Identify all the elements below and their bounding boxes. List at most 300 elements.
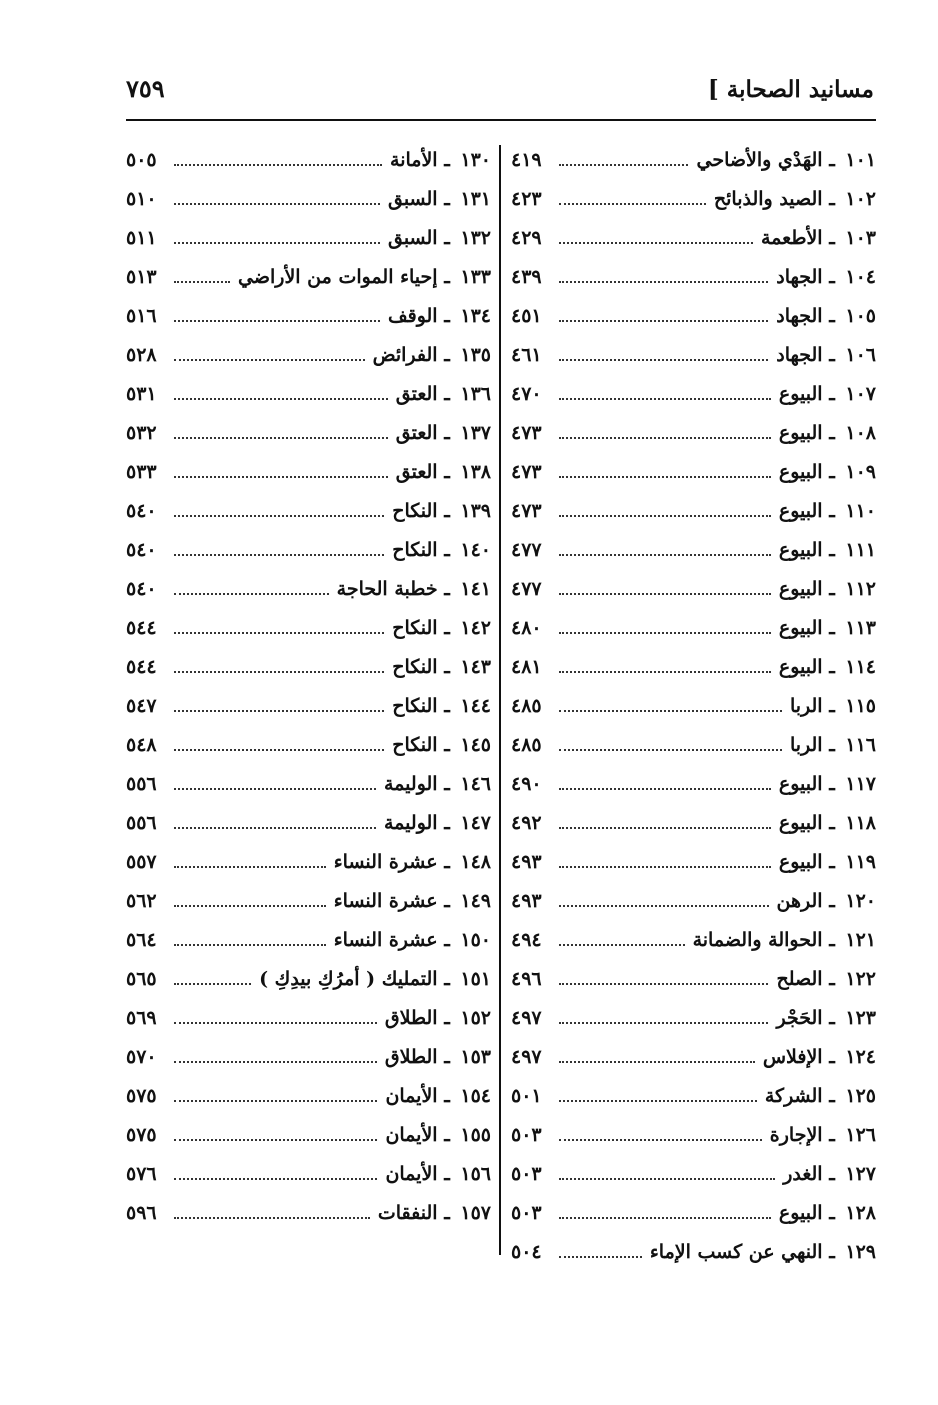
entry-page: ٥٠١ xyxy=(511,1084,542,1107)
entry-label xyxy=(385,1007,491,1029)
entry-number: ١٢٦ xyxy=(845,1123,876,1146)
entry-label xyxy=(385,1085,491,1107)
entry-page: ٥٠٣ xyxy=(511,1201,542,1224)
entry-page: ٤٧٧ xyxy=(511,577,542,600)
entry-title: النكاح xyxy=(392,499,438,522)
entry-number: ١٢٧ xyxy=(845,1162,876,1185)
entry-label xyxy=(779,773,876,795)
entry-number: ١٢١ xyxy=(845,928,876,951)
toc-entry xyxy=(511,725,876,764)
entry-label xyxy=(779,422,876,444)
entry-dash: ـ xyxy=(822,304,842,327)
toc-entry xyxy=(511,608,876,647)
toc-entry xyxy=(126,686,491,725)
entry-number: ١٤٥ xyxy=(460,733,491,756)
dot-leader xyxy=(174,905,326,907)
entry-dash: ـ xyxy=(822,1123,842,1146)
toc-entry xyxy=(126,764,491,803)
entry-title: النكاح xyxy=(392,655,438,678)
entry-title: الوليمة xyxy=(384,811,438,834)
entry-label xyxy=(790,734,876,756)
toc-entry xyxy=(126,803,491,842)
entry-title: الأيمان xyxy=(385,1123,438,1146)
entry-page: ٤٧٠ xyxy=(511,382,542,405)
entry-page: ٤٨٥ xyxy=(511,694,542,717)
entry-dash: ـ xyxy=(437,1045,457,1068)
entry-label xyxy=(392,539,491,561)
entry-label xyxy=(388,188,491,210)
entry-number: ١٤٩ xyxy=(460,889,491,912)
entry-number: ١١٧ xyxy=(845,772,876,795)
toc-entry xyxy=(126,413,491,452)
entry-dash: ـ xyxy=(437,889,457,912)
toc-entry xyxy=(126,569,491,608)
entry-dash: ـ xyxy=(822,265,842,288)
entry-label xyxy=(392,695,491,717)
toc-entry xyxy=(511,764,876,803)
entry-dash: ـ xyxy=(822,343,842,366)
entry-title: الصلح xyxy=(776,967,823,990)
entry-title: الطلاق xyxy=(384,1045,438,1068)
entry-dash: ـ xyxy=(437,811,457,834)
entry-number: ١٣١ xyxy=(460,187,491,210)
dot-leader xyxy=(174,710,384,712)
entry-number: ١١٩ xyxy=(845,850,876,873)
dot-leader xyxy=(559,359,768,361)
entry-label xyxy=(770,1124,876,1146)
entry-dash: ـ xyxy=(822,967,842,990)
entry-label xyxy=(373,344,491,366)
entry-page: ٥٣٢ xyxy=(126,421,157,444)
entry-label xyxy=(390,149,491,171)
entry-title: الإفلاس xyxy=(762,1045,823,1068)
entry-title: النهي عن كسب الإماء xyxy=(649,1240,823,1263)
entry-title: الفرائض xyxy=(372,343,438,366)
entry-page: ٥٧٥ xyxy=(126,1123,157,1146)
entry-number: ١١٢ xyxy=(845,577,876,600)
entry-number: ١١٨ xyxy=(845,811,876,834)
entry-label xyxy=(779,461,876,483)
entry-dash: ـ xyxy=(437,343,457,366)
toc-entry xyxy=(511,1076,876,1115)
entry-title: عشرة النساء xyxy=(333,850,438,873)
entry-title: البيوع xyxy=(778,655,823,678)
toc-entry xyxy=(511,1193,876,1232)
toc-entry xyxy=(511,140,876,179)
page-header xyxy=(126,70,874,116)
entry-title: الأطعمة xyxy=(761,226,823,249)
entry-page: ٥١١ xyxy=(126,226,157,249)
entry-page: ٥٠٣ xyxy=(511,1123,542,1146)
dot-leader xyxy=(174,632,384,634)
entry-page: ٥٤٠ xyxy=(126,577,157,600)
entry-page: ٥٢٨ xyxy=(126,343,157,366)
entry-page: ٤٩٣ xyxy=(511,850,542,873)
entry-label xyxy=(384,812,491,834)
entry-page: ٤٢٣ xyxy=(511,187,542,210)
entry-number: ١٥٦ xyxy=(460,1162,491,1185)
entry-number: ١٤٢ xyxy=(460,616,491,639)
dot-leader xyxy=(559,827,771,829)
entry-dash: ـ xyxy=(822,1240,842,1263)
toc-entry xyxy=(511,1037,876,1076)
entry-label xyxy=(696,149,876,171)
entry-page: ٥٣١ xyxy=(126,382,157,405)
entry-title: خطبة الحاجة xyxy=(336,577,438,600)
entry-number: ١١٣ xyxy=(845,616,876,639)
dot-leader xyxy=(174,671,384,673)
dot-leader xyxy=(559,1256,642,1258)
entry-number: ١٣٣ xyxy=(460,265,491,288)
toc-entry xyxy=(511,413,876,452)
dot-leader xyxy=(559,1178,775,1180)
dot-leader xyxy=(174,1217,370,1219)
entry-dash: ـ xyxy=(822,811,842,834)
dot-leader xyxy=(174,1139,377,1141)
entry-label xyxy=(334,851,491,873)
toc-entry xyxy=(511,1232,876,1271)
entry-number: ١٠٢ xyxy=(845,187,876,210)
dot-leader xyxy=(174,788,376,790)
entry-page: ٥٩٦ xyxy=(126,1201,157,1224)
dot-leader xyxy=(559,710,782,712)
entry-dash: ـ xyxy=(437,1201,457,1224)
entry-label xyxy=(779,383,876,405)
entry-title: البيوع xyxy=(778,460,823,483)
toc-entry xyxy=(511,179,876,218)
dot-leader xyxy=(174,281,230,283)
dot-leader xyxy=(559,905,769,907)
toc-entry xyxy=(126,1037,491,1076)
entry-page: ٤٢٩ xyxy=(511,226,542,249)
entry-page: ٤٩٣ xyxy=(511,889,542,912)
entry-title: الشركة xyxy=(764,1084,823,1107)
entry-title: الأيمان xyxy=(385,1162,438,1185)
entry-title: الطلاق xyxy=(384,1006,438,1029)
entry-number: ١٣٠ xyxy=(460,148,491,171)
entry-number: ١٠٦ xyxy=(845,343,876,366)
entry-dash: ـ xyxy=(822,889,842,912)
entry-label xyxy=(783,1163,876,1185)
entry-page: ٥٦٢ xyxy=(126,889,157,912)
dot-leader xyxy=(174,320,380,322)
dot-leader xyxy=(559,632,771,634)
entry-dash: ـ xyxy=(822,499,842,522)
entry-dash: ـ xyxy=(822,772,842,795)
entry-label xyxy=(779,851,876,873)
dot-leader xyxy=(174,554,384,556)
entry-page: ٥٤٤ xyxy=(126,655,157,678)
entry-label xyxy=(763,1046,876,1068)
entry-number: ١٢٠ xyxy=(845,889,876,912)
entry-dash: ـ xyxy=(822,148,842,171)
entry-label xyxy=(396,383,491,405)
entry-page: ٥٥٧ xyxy=(126,850,157,873)
entry-title: التمليك ( أمرُكِ بيدِكِ ) xyxy=(259,967,438,990)
entry-page: ٥٤٠ xyxy=(126,538,157,561)
toc-entry xyxy=(126,842,491,881)
entry-dash: ـ xyxy=(822,1045,842,1068)
toc-entry xyxy=(126,374,491,413)
toc-entry xyxy=(126,218,491,257)
toc-entry xyxy=(126,257,491,296)
entry-label xyxy=(392,500,491,522)
entry-label xyxy=(259,968,491,990)
entry-page: ٤١٩ xyxy=(511,148,542,171)
entry-page: ٤٧٣ xyxy=(511,421,542,444)
entry-title: البيوع xyxy=(778,421,823,444)
entry-page: ٤٩٢ xyxy=(511,811,542,834)
entry-page: ٥٥٦ xyxy=(126,811,157,834)
entry-number: ١٣٨ xyxy=(460,460,491,483)
dot-leader xyxy=(174,593,329,595)
entry-dash: ـ xyxy=(822,733,842,756)
entry-dash: ـ xyxy=(437,304,457,327)
entry-label xyxy=(779,617,876,639)
dot-leader xyxy=(174,164,382,166)
entry-number: ١١٠ xyxy=(845,499,876,522)
entry-label xyxy=(761,227,876,249)
entry-page: ٤٣٩ xyxy=(511,265,542,288)
toc-entry xyxy=(511,842,876,881)
entry-label xyxy=(765,1085,876,1107)
dot-leader xyxy=(174,476,388,478)
dot-leader xyxy=(559,788,771,790)
entry-dash: ـ xyxy=(437,382,457,405)
toc-entry xyxy=(511,920,876,959)
entry-label xyxy=(776,968,876,990)
entry-label xyxy=(776,305,876,327)
dot-leader xyxy=(174,866,326,868)
entry-number: ١٠٩ xyxy=(845,460,876,483)
entry-page: ٤٩٦ xyxy=(511,967,542,990)
entry-page: ٥١٠ xyxy=(126,187,157,210)
entry-number: ١٠٧ xyxy=(845,382,876,405)
entry-title: السبق xyxy=(387,226,438,249)
entry-label xyxy=(776,344,876,366)
entry-label xyxy=(396,422,491,444)
entry-title: الجهاد xyxy=(776,265,823,288)
entry-dash: ـ xyxy=(437,1084,457,1107)
entry-number: ١٣٤ xyxy=(460,304,491,327)
entry-page: ٥٤٤ xyxy=(126,616,157,639)
entry-dash: ـ xyxy=(437,655,457,678)
entry-label xyxy=(385,1163,491,1185)
dot-leader xyxy=(174,242,380,244)
toc-entry xyxy=(126,881,491,920)
toc-entry xyxy=(126,998,491,1037)
toc-entry xyxy=(126,725,491,764)
entry-label xyxy=(396,461,491,483)
dot-leader xyxy=(559,1100,757,1102)
dot-leader xyxy=(559,554,771,556)
entry-dash: ـ xyxy=(822,538,842,561)
toc-entry xyxy=(511,881,876,920)
entry-dash: ـ xyxy=(822,226,842,249)
entry-page: ٥١٦ xyxy=(126,304,157,327)
entry-number: ١٢٥ xyxy=(845,1084,876,1107)
entry-label xyxy=(776,1007,876,1029)
entry-number: ١٠٣ xyxy=(845,226,876,249)
toc-entry xyxy=(511,686,876,725)
toc-entry xyxy=(511,530,876,569)
entry-title: البيوع xyxy=(778,616,823,639)
entry-label xyxy=(385,1124,491,1146)
entry-page: ٤٧٣ xyxy=(511,499,542,522)
toc-entry xyxy=(126,491,491,530)
entry-number: ١٤٨ xyxy=(460,850,491,873)
entry-title: الهَدْي والأضاحي xyxy=(696,148,823,171)
entry-dash: ـ xyxy=(437,1123,457,1146)
entry-label xyxy=(779,500,876,522)
entry-number: ١٢٨ xyxy=(845,1201,876,1224)
entry-title: العتق xyxy=(395,382,438,405)
entry-dash: ـ xyxy=(437,1162,457,1185)
entry-dash: ـ xyxy=(822,460,842,483)
entry-label xyxy=(384,773,491,795)
dot-leader xyxy=(174,983,251,985)
entry-number: ١٢٣ xyxy=(845,1006,876,1029)
entry-page: ٤٩٧ xyxy=(511,1045,542,1068)
entry-dash: ـ xyxy=(437,928,457,951)
entry-dash: ـ xyxy=(822,421,842,444)
entry-number: ١٢٤ xyxy=(845,1045,876,1068)
entry-number: ١١١ xyxy=(845,538,876,561)
entry-dash: ـ xyxy=(437,577,457,600)
entry-number: ١١٦ xyxy=(845,733,876,756)
entry-label xyxy=(334,890,491,912)
entry-label xyxy=(714,188,876,210)
entry-label xyxy=(392,734,491,756)
entry-dash: ـ xyxy=(822,1084,842,1107)
dot-leader xyxy=(559,1217,771,1219)
entry-dash: ـ xyxy=(437,772,457,795)
running-title: مسانيد الصحابة ] xyxy=(707,76,874,103)
entry-title: النكاح xyxy=(392,694,438,717)
dot-leader xyxy=(559,398,771,400)
entry-page: ٥٣٣ xyxy=(126,460,157,483)
entry-label xyxy=(392,617,491,639)
entry-dash: ـ xyxy=(437,226,457,249)
toc-entry xyxy=(511,1154,876,1193)
page-number: ٧٥٩ xyxy=(126,74,165,103)
entry-number: ١٠٨ xyxy=(845,421,876,444)
dot-leader xyxy=(559,749,782,751)
entry-page: ٤٩٧ xyxy=(511,1006,542,1029)
toc-entry xyxy=(126,1154,491,1193)
entry-number: ١٤٠ xyxy=(460,538,491,561)
dot-leader xyxy=(559,476,771,478)
entry-number: ١٥٢ xyxy=(460,1006,491,1029)
header-rule xyxy=(126,119,876,121)
dot-leader xyxy=(174,437,388,439)
entry-title: عشرة النساء xyxy=(333,889,438,912)
entry-title: البيوع xyxy=(778,811,823,834)
entry-dash: ـ xyxy=(437,850,457,873)
entry-title: العتق xyxy=(395,421,438,444)
entry-number: ١٥٥ xyxy=(460,1123,491,1146)
entry-page: ٥٤٠ xyxy=(126,499,157,522)
entry-label xyxy=(790,695,876,717)
entry-label xyxy=(779,539,876,561)
entry-number: ١٤١ xyxy=(460,577,491,600)
entry-page: ٥٠٣ xyxy=(511,1162,542,1185)
dot-leader xyxy=(559,437,771,439)
entry-number: ١١٥ xyxy=(845,694,876,717)
entry-dash: ـ xyxy=(822,655,842,678)
entry-dash: ـ xyxy=(822,1162,842,1185)
dot-leader xyxy=(174,749,384,751)
toc-entry xyxy=(126,452,491,491)
entry-title: الإجارة xyxy=(769,1123,823,1146)
entry-title: الأيمان xyxy=(385,1084,438,1107)
entry-label xyxy=(779,656,876,678)
entry-page: ٥٤٨ xyxy=(126,733,157,756)
entry-label xyxy=(779,578,876,600)
entry-page: ٥٠٤ xyxy=(511,1240,542,1263)
dot-leader xyxy=(559,983,768,985)
entry-title: العتق xyxy=(395,460,438,483)
entry-number: ١٤٣ xyxy=(460,655,491,678)
entry-title: عشرة النساء xyxy=(333,928,438,951)
entry-page: ٥٠٥ xyxy=(126,148,157,171)
entry-page: ٥٦٤ xyxy=(126,928,157,951)
dot-leader xyxy=(174,398,388,400)
dot-leader xyxy=(559,320,768,322)
entry-page: ٥٧٥ xyxy=(126,1084,157,1107)
dot-leader xyxy=(559,593,771,595)
toc-entry xyxy=(126,920,491,959)
toc-entry xyxy=(126,959,491,998)
entry-title: الجهاد xyxy=(776,304,823,327)
entry-label xyxy=(238,266,491,288)
entry-number: ١٥٤ xyxy=(460,1084,491,1107)
entry-dash: ـ xyxy=(437,967,457,990)
entry-title: النفقات xyxy=(377,1201,438,1224)
dot-leader xyxy=(559,281,768,283)
dot-leader xyxy=(174,1178,377,1180)
entry-label xyxy=(650,1241,876,1263)
entry-page: ٥٧٦ xyxy=(126,1162,157,1185)
entry-label xyxy=(777,890,876,912)
entry-title: النكاح xyxy=(392,733,438,756)
entry-number: ١٥٠ xyxy=(460,928,491,951)
entry-number: ١٤٤ xyxy=(460,694,491,717)
entry-page: ٤٦١ xyxy=(511,343,542,366)
entry-dash: ـ xyxy=(822,928,842,951)
entry-title: البيوع xyxy=(778,538,823,561)
dot-leader xyxy=(174,203,380,205)
entry-label xyxy=(392,656,491,678)
entry-dash: ـ xyxy=(437,148,457,171)
dot-leader xyxy=(559,866,771,868)
toc-entry xyxy=(511,452,876,491)
entry-dash: ـ xyxy=(822,616,842,639)
toc-entry xyxy=(511,959,876,998)
entry-dash: ـ xyxy=(822,187,842,210)
entry-title: الجهاد xyxy=(776,343,823,366)
entry-title: الحَجْر xyxy=(776,1006,823,1029)
entry-dash: ـ xyxy=(822,577,842,600)
entry-title: البيوع xyxy=(778,850,823,873)
entry-number: ١٢٢ xyxy=(845,967,876,990)
dot-leader xyxy=(559,1139,762,1141)
entry-number: ١٥١ xyxy=(460,967,491,990)
toc-column-right xyxy=(511,140,876,1271)
entry-number: ١٠١ xyxy=(845,148,876,171)
entry-title: الحوالة والضمانة xyxy=(692,928,823,951)
entry-dash: ـ xyxy=(822,382,842,405)
